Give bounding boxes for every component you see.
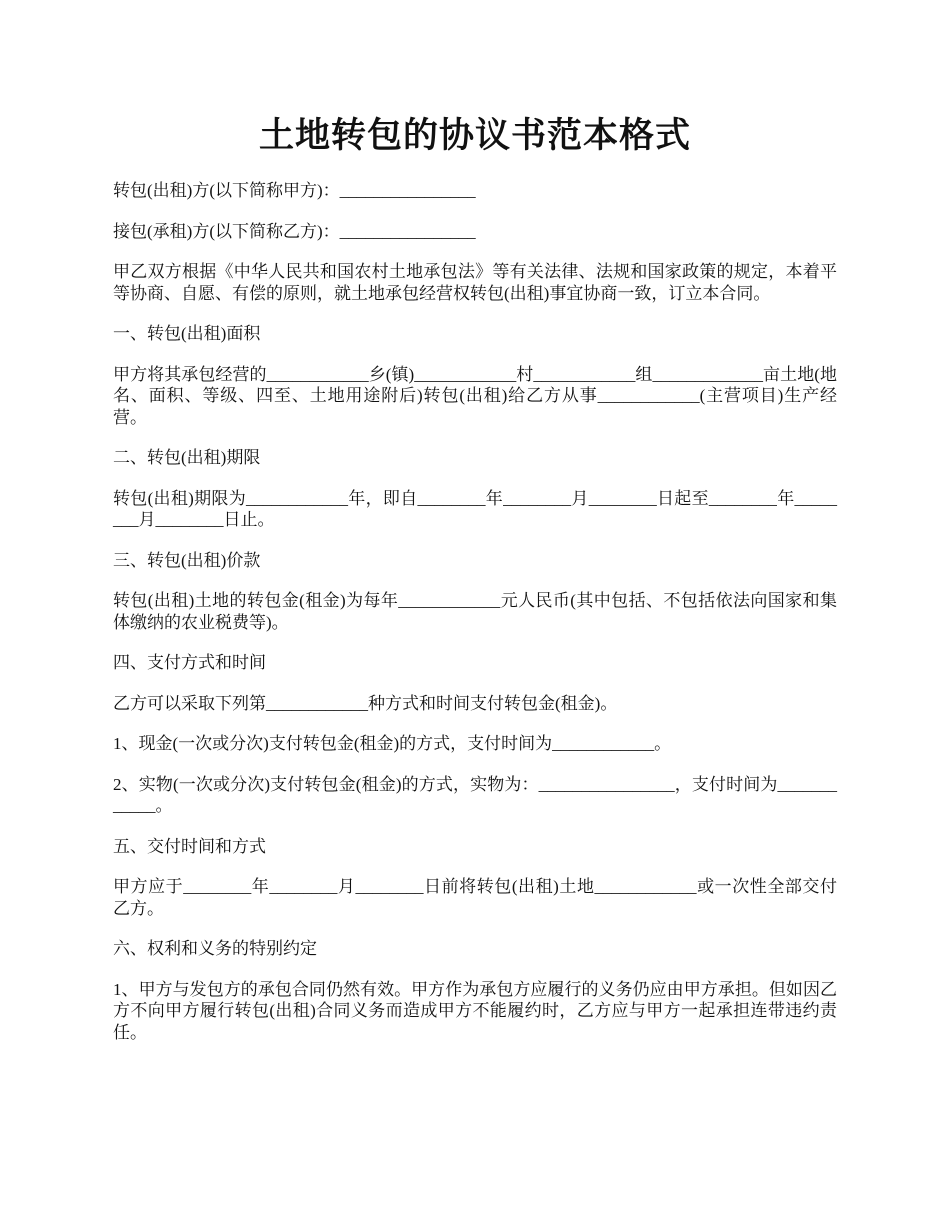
payment-cash-paragraph: 1、现金(一次或分次)支付转包金(租金)的方式，支付时间为____________。: [113, 734, 672, 753]
section-heading-area: 一、转包(出租)面积: [113, 324, 261, 343]
payment-intro-paragraph: 乙方可以采取下列第____________种方式和时间支付转包金(租金)。: [113, 693, 618, 713]
rights-paragraph-1: 1、甲方与发包方的承包合同仍然有效。甲方作为承包方应履行的义务仍应由甲方承担。但如因乙方不向甲方履行转包(出租)合同义务而造成甲方不能履约时，乙方应与甲方一起承担连带违约责任。: [113, 979, 837, 1042]
payment-goods-paragraph: 2、实物(一次或分次)支付转包金(租金)的方式，实物为：________________，支付时间为____________。: [113, 774, 837, 815]
section-heading-payment: 四、支付方式和时间: [113, 653, 266, 672]
term-paragraph: 转包(出租)期限为____________年，即自________年________月________日起至________年________月________日止。: [113, 488, 837, 529]
section-heading-delivery: 五、交付时间和方式: [113, 836, 266, 856]
document-title: 土地转包的协议书范本格式: [258, 116, 691, 155]
section-heading-price: 三、转包(出租)价款: [113, 550, 261, 570]
section-heading-term: 二、转包(出租)期限: [113, 448, 261, 467]
price-paragraph: 转包(出租)土地的转包金(租金)为每年____________元人民币(其中包括、不包括依法向国家和集体缴纳的农业税费等)。: [113, 591, 837, 632]
preamble-paragraph: 甲乙双方根据《中华人民共和国农村土地承包法》等有关法律、法规和国家政策的规定，本着平等协商、自愿、有偿的原则，就土地承包经营权转包(出租)事宜协商一致，订立本合同。: [113, 262, 837, 303]
section-heading-rights: 六、权利和义务的特别约定: [113, 939, 317, 958]
party-b-line: 接包(承租)方(以下简称乙方)：________________: [113, 221, 476, 241]
document-body: [113, 180, 837, 1062]
party-a-line: 转包(出租)方(以下简称甲方)：________________: [113, 181, 476, 200]
area-paragraph: 甲方将其承包经营的____________乡(镇)____________村____________组_____________亩土地(地名、面积、等级、四至、土地用途附后)转包(出租)给乙方从事____________(主营项目)生产经营。: [113, 364, 837, 427]
delivery-paragraph: 甲方应于________年________月________日前将转包(出租)土地____________或一次性全部交付乙方。: [113, 877, 837, 918]
